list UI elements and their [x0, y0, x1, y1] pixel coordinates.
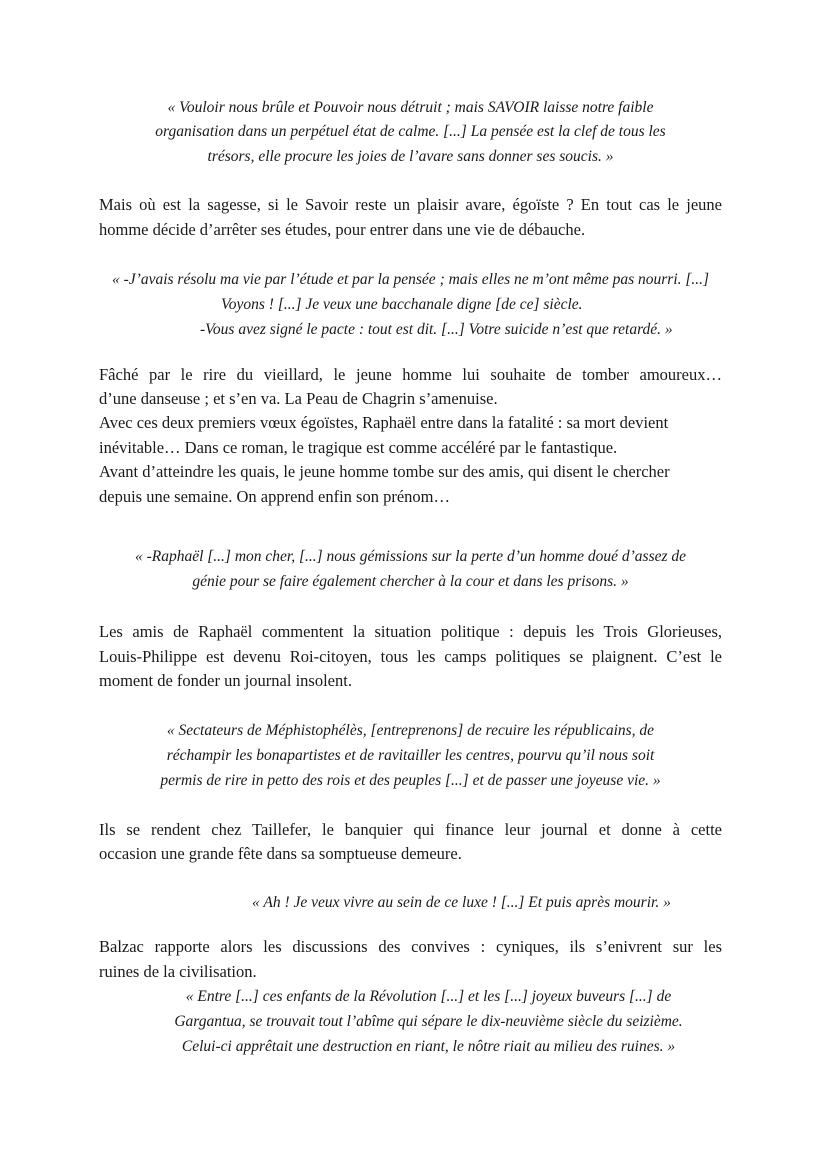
quote-line: « -J’avais résolu ma vie par l’étude et par la pensée ; mais elles ne m’ont même pas nourri. [...]	[112, 271, 710, 288]
quote-line: permis de rire in petto des rois et des peuples [...] et de passer une joyeuse vie. »	[160, 772, 661, 789]
paragraph-line: ruines de la civilisation.	[99, 962, 257, 981]
paragraph-line: occasion une grande fête dans sa somptueuse demeure.	[99, 844, 462, 863]
quote-line: Gargantua, se trouvait tout l’abîme qui sépare le dix-neuvième siècle du seizième.	[174, 1013, 683, 1030]
paragraph-line: Fâché par le rire du vieillard, le jeune homme lui souhaite de tomber amoureux…	[99, 365, 722, 384]
quote-line: « -Raphaël [...] mon cher, [...] nous gémissions sur la perte d’un homme doué d’assez de	[134, 548, 687, 565]
paragraph-line: homme décide d’arrêter ses études, pour entrer dans une vie de débauche.	[99, 220, 586, 239]
paragraph-line: d’une danseuse ; et s’en va. La Peau de Chagrin s’amenuise.	[99, 389, 498, 408]
paragraph-line: Louis-Philippe est devenu Roi-citoyen, tous les camps politiques se plaignent. C’est le	[99, 647, 722, 666]
paragraph-line: Balzac rapporte alors les discussions des convives : cyniques, ils s’enivrent sur les	[99, 937, 722, 956]
quote-line: trésors, elle procure les joies de l’avare sans donner ses soucis. »	[207, 148, 614, 165]
quote-line: « Ah ! Je veux vivre au sein de ce luxe ! [...] Et puis après mourir. »	[252, 894, 671, 911]
paragraph-line: Ils se rendent chez Taillefer, le banquier qui finance leur journal et donne à cette	[99, 820, 722, 839]
quote-line: « Entre [...] ces enfants de la Révolution [...] et les [...] joyeux buveurs [...] de	[185, 988, 672, 1005]
paragraph-line: depuis une semaine. On apprend enfin son prénom…	[99, 487, 450, 506]
paragraph-line: Avec ces deux premiers vœux égoïstes, Raphaël entre dans la fatalité : sa mort devient	[99, 413, 669, 432]
quote-line: Voyons ! [...] Je veux une bacchanale digne [de ce] siècle.	[221, 296, 583, 313]
quote-line: Celui-ci apprêtait une destruction en riant, le nôtre riait au milieu des ruines. »	[181, 1038, 676, 1055]
quote-line: -Vous avez signé le pacte : tout est dit. [...] Votre suicide n’est que retardé. »	[200, 321, 673, 338]
quote-line: génie pour se faire également chercher à la cour et dans les prisons. »	[192, 573, 629, 590]
paragraph-line: moment de fonder un journal insolent.	[99, 671, 352, 690]
quote-line: réchampir les bonapartistes et de ravitailler les centres, pourvu qu’il nous soit	[166, 747, 655, 764]
quote-line: « Sectateurs de Méphistophélès, [entreprenons] de recuire les républicains, de	[166, 722, 655, 739]
paragraph-line: inévitable… Dans ce roman, le tragique est comme accéléré par le fantastique.	[99, 438, 618, 457]
paragraph-line: Avant d’atteindre les quais, le jeune homme tombe sur des amis, qui disent le chercher	[99, 462, 670, 481]
paragraph-line: Les amis de Raphaël commentent la situation politique : depuis les Trois Glorieuses,	[99, 622, 722, 641]
quote-line: organisation dans un perpétuel état de calme. [...] La pensée est la clef de tous les	[155, 123, 666, 140]
quote-line: « Vouloir nous brûle et Pouvoir nous détruit ; mais SAVOIR laisse notre faible	[167, 99, 654, 116]
paragraph-line: Mais où est la sagesse, si le Savoir reste un plaisir avare, égoïste ? En tout cas le jeune	[99, 195, 722, 214]
